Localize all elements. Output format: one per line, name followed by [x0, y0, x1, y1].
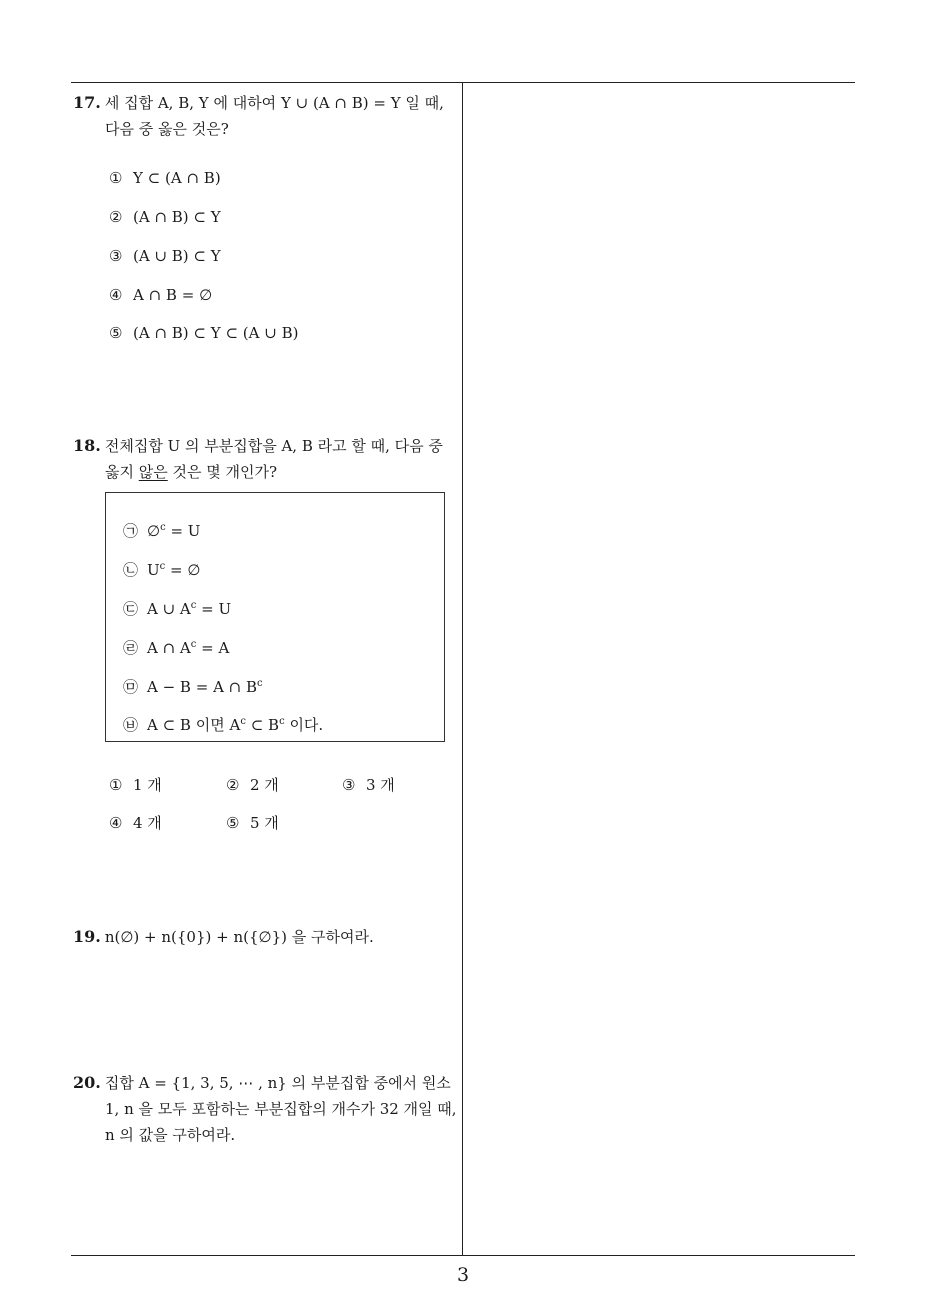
question-number: 18. [73, 436, 101, 455]
question-19 [73, 924, 458, 950]
statement-6: ㉥ A ⊂ B 이면 $A^c$ ⊂ $B^c$ 이다. [123, 716, 324, 734]
top-rule [71, 82, 855, 83]
statement-3: ㉢ A ∪ $A^c = U$ [123, 600, 232, 618]
question-text-line2: 옳지 않은 것은 몇 개인가? [105, 463, 278, 481]
q17-choice-1[interactable]: ① Y ⊂ (A ∩ B) [109, 169, 221, 187]
question-text-line1: n(∅) + n({0}) + n({∅}) 을 구하여라. [104, 928, 374, 946]
q18-choice-3[interactable]: ③ 3 개 [342, 776, 395, 794]
question-number: 19. [73, 927, 101, 946]
question-17 [73, 90, 458, 142]
q18-choice-2[interactable]: ② 2 개 [226, 776, 279, 794]
statement-2: ㉡ $U^c$ = ∅ [123, 561, 201, 579]
q17-choice-4[interactable]: ④ A ∩ B = ∅ [109, 286, 213, 304]
question-text-line1: 전체집합 U 의 부분집합을 A, B 라고 할 때, 다음 중 [104, 437, 443, 455]
question-number: 20. [73, 1073, 101, 1092]
statement-4: ㉣ A ∩ $A^c = A$ [123, 639, 230, 657]
q17-choice-5[interactable]: ⑤ (A ∩ B) ⊂ Y ⊂ (A ∪ B) [109, 324, 299, 342]
question-text-line2: 1, n 을 모두 포함하는 부분집합의 개수가 32 개일 때, [105, 1100, 457, 1118]
statement-1: ㉠ ∅$^c$ = U [123, 522, 201, 540]
column-divider [462, 83, 463, 1256]
page-number: 3 [456, 1264, 470, 1286]
question-text-line2: 다음 중 옳은 것은? [105, 120, 229, 138]
q18-choice-1[interactable]: ① 1 개 [109, 776, 162, 794]
emphasis-underline: 않은 [138, 463, 168, 481]
question-number: 17. [73, 93, 101, 112]
question-20 [73, 1070, 458, 1148]
q17-choice-2[interactable]: ② (A ∩ B) ⊂ Y [109, 208, 221, 226]
q17-choice-3[interactable]: ③ (A ∪ B) ⊂ Y [109, 247, 221, 265]
question-text-line1: 세 집합 A, B, Y 에 대하여 Y ∪ (A ∩ B) = Y 일 때, [104, 94, 444, 112]
bottom-rule [71, 1255, 855, 1256]
q18-choice-4[interactable]: ④ 4 개 [109, 814, 162, 832]
statement-box [105, 492, 445, 742]
question-text-line1: 집합 A = {1, 3, 5, ⋯ , n} 의 부분집합 중에서 원소 [104, 1074, 451, 1092]
q18-choice-5[interactable]: ⑤ 5 개 [226, 814, 279, 832]
question-18 [73, 433, 458, 485]
statement-5: ㉤ A − B = A ∩ $B^c$ [123, 678, 263, 696]
question-text-line3: n 의 값을 구하여라. [105, 1126, 236, 1144]
